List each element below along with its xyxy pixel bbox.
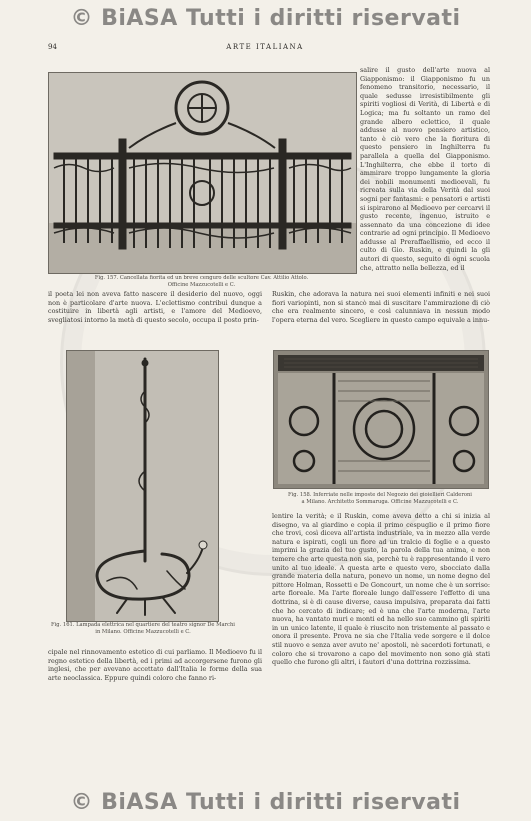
paragraph: il poeta lei non aveva fatto nascere il desiderio del nuovo, oggi non è particolare d'arte nuova. L'eclettismo contribuì dunque a costituire in libertà agli artisti, e l'amore del Medioevo, svegliatosi intorno la metà di questo secolo, occupa il posto prin- bbox=[48, 290, 262, 324]
figure-lamp-caption bbox=[48, 622, 238, 636]
watermark-top: © BiASA Tutti i diritti riservati bbox=[70, 6, 461, 31]
caption-line: Fig. 157. Cancellata fiorita ed un breve cenguro delle scultore Cav. Attilio Attolo. bbox=[94, 275, 309, 281]
watermark-bottom: © BiASA Tutti i diritti riservati bbox=[70, 790, 461, 815]
running-head: ARTE ITALIANA bbox=[226, 43, 304, 51]
caption-line: a Milano. Architetto Sommaruga. Officine Mazzucotelli e C. bbox=[301, 499, 459, 505]
paragraph: lentire la verità; e il Ruskin, come aveva detto a chi si inizia al disegno, va al giardino e copia il primo cespuglio e il primo fiore che trovi, così diceva all'artista industriale, va in mezzo alla verde natura e ispirati, cogli un fiore ad un tralcio di foglie e a questo imprimi la grazia del tuo gusto, la parola della tua anima, e non temere che arte questa non sia, perchè tu è rappresentando il vero unito al tuo ideale. A questa arte e questo vero, sbocciato dalla grande materia della natura, ponevo un nome, un nome degno del pittore Holman, Rossetti e De Goncourt, un nome che è un sorriso: arte floreale. Ma l'arte floreale lungo dall'essere l'effetto di una dottrina, si è di cause diverse, causa impulsiva, preparata dai fatti che ho cercato di indicare; ed è una che l'arte moderna, l'arte nuova, ha vantato muri e monti ed ha nello suo cammino gli spiriti in un unico latente, il quale è riuscito non tristemente al passato e onora il presente. Prova ne sia che l'Italia vede sorgere e il dolce stil nuovo e senza aver avuto ne' apostoli, nè sacerdoti fortunati, e coloro che si trovarono a capo del movimento non sono già stati quello che furono gli altri, i fautori d'una dottrina rozzissima. bbox=[272, 512, 490, 667]
figure-gate-photo bbox=[48, 72, 357, 274]
gate-illustration bbox=[49, 73, 356, 273]
caption-line: Fig. 158. Inferriate nelle imposte del Negozio dei gioiellieri Calderoni bbox=[288, 492, 472, 498]
lamp-illustration bbox=[67, 351, 218, 621]
figure-grille-caption bbox=[273, 492, 487, 506]
paragraph: Ruskin, che adorava la natura nei suoi elementi infiniti e nei suoi fiori variopinti, non si stancò mai di suscitare l'ammirazione di ciò che era realmente sincero, e così calunniava in nessun modo l'opera eterna del vero. Scegliere in questo campo equivale a innu- bbox=[272, 290, 490, 324]
caption-line: Officine Mazzucotelli e C. bbox=[167, 282, 236, 288]
page-number: 94 bbox=[48, 43, 57, 51]
caption-line: in Milano. Officine Mazzucotelli e C. bbox=[95, 629, 191, 635]
figure-grille-photo bbox=[273, 350, 489, 489]
caption-line: Fig. 161. Lampada elettrica nel quartiere del teatro signor De Marchi bbox=[51, 622, 235, 628]
text-column-right-bottom bbox=[272, 512, 490, 700]
text-column-bottom-left bbox=[48, 648, 262, 700]
paragraph: salire il gusto dell'arte nuova al Giapponismo: il Giapponismo fu un fenomeno transitorio, necessario, il quale sedusse irresistibilmente gli spiriti vogliosi di Verità, di Libertà e di Logica; ma fu soltanto un ramo del grande albero eclettico, il quale addusse al nuovo pensiero artistico, tanto è ciò vero che la fioritura di questo pensiero in Inghilterra fu parallela a quella del Giapponismo. L'Inghilterra, che ebbe il torto di ammirare troppo lungamente la gloria dei nobili monumenti medioevali, fu ricreata sulla via della Verità dal suoi sogni per fantasmi: e pensatori e artisti si ispirarono al Medioevo per cercarvi il gusto recente, ingenuo, istruito e assennato da una concezione di idee contrarie ad ogni principio. Il Medioevo addusse al Preraffaellismo, ed ecco il culto di Gio. Ruskin, e quindi la gli autori di questo, seguito di ogni scuola che, attratto nella bellezza, ed il bbox=[360, 66, 490, 272]
grille-illustration bbox=[274, 351, 488, 488]
text-column-mid-left bbox=[48, 290, 262, 342]
text-column-right-top bbox=[360, 66, 490, 288]
figure-lamp-photo bbox=[66, 350, 219, 622]
paragraph: cipale nel rinnovamento estetico di cui parliamo. Il Medioevo fu il regno estetico della libertà, ed i primi ad accorgersene furono gli inglesi, che per avevano accettato dall'Italia le forme della sua arte neoclassica. Eppure quindi coloro che fanno ri- bbox=[48, 648, 262, 682]
figure-gate-caption bbox=[48, 275, 355, 289]
text-column-mid-right bbox=[272, 290, 490, 342]
